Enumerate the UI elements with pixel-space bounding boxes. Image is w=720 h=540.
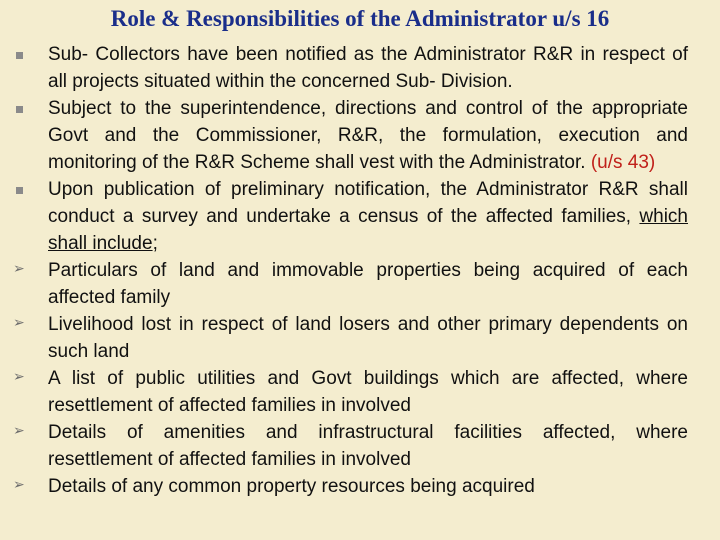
list-item-text — [48, 176, 688, 257]
arrow-bullet-icon: ➢ — [13, 314, 25, 330]
list-item — [0, 473, 720, 500]
list-item-main-text: Subject to the superintendence, directions and control of the appropriate Govt and the Commissioner, R&R, the formulation, execution and monitoring of the R&R Scheme shall vest with the Administrator. — [48, 98, 688, 173]
list-item-suffix: ; — [152, 233, 158, 254]
list-item — [0, 95, 720, 176]
list-item-main-text: Upon publication of preliminary notification, the Administrator R&R shall conduct a survey and undertake a census of the affected families, — [48, 179, 688, 227]
arrow-bullet-icon: ➢ — [13, 260, 25, 276]
list-item — [0, 257, 720, 311]
list-item — [0, 365, 720, 419]
arrow-bullet-icon: ➢ — [13, 368, 25, 384]
list-item-text: Details of any common property resources being acquired — [48, 476, 535, 497]
bullet-list — [0, 41, 720, 500]
underlined-phrase: which shall include — [48, 206, 688, 254]
list-item-text: Particulars of land and immovable properties being acquired of each affected family — [48, 260, 688, 308]
list-item-text: Details of amenities and infrastructural facilities affected, where resettlement of affected families in involved — [48, 422, 688, 470]
list-item-text: A list of public utilities and Govt buildings which are affected, where resettlement of affected families in involved — [48, 368, 688, 416]
list-item — [0, 41, 720, 95]
list-item-text: Livelihood lost in respect of land losers and other primary dependents on such land — [48, 314, 688, 362]
square-bullet-icon — [16, 106, 23, 113]
section-reference: (u/s 43) — [590, 152, 656, 173]
list-item-text: Sub- Collectors have been notified as the Administrator R&R in respect of all projects situated within the concerned Sub- Division. — [48, 44, 688, 92]
square-bullet-icon — [16, 187, 23, 194]
list-item-text — [48, 95, 688, 176]
list-item — [0, 311, 720, 365]
arrow-bullet-icon: ➢ — [13, 422, 25, 438]
slide-title: Role & Responsibilities of the Administrator u/s 16 — [110, 6, 610, 31]
list-item — [0, 176, 720, 257]
list-item — [0, 419, 720, 473]
arrow-bullet-icon: ➢ — [13, 476, 25, 492]
square-bullet-icon — [16, 52, 23, 59]
